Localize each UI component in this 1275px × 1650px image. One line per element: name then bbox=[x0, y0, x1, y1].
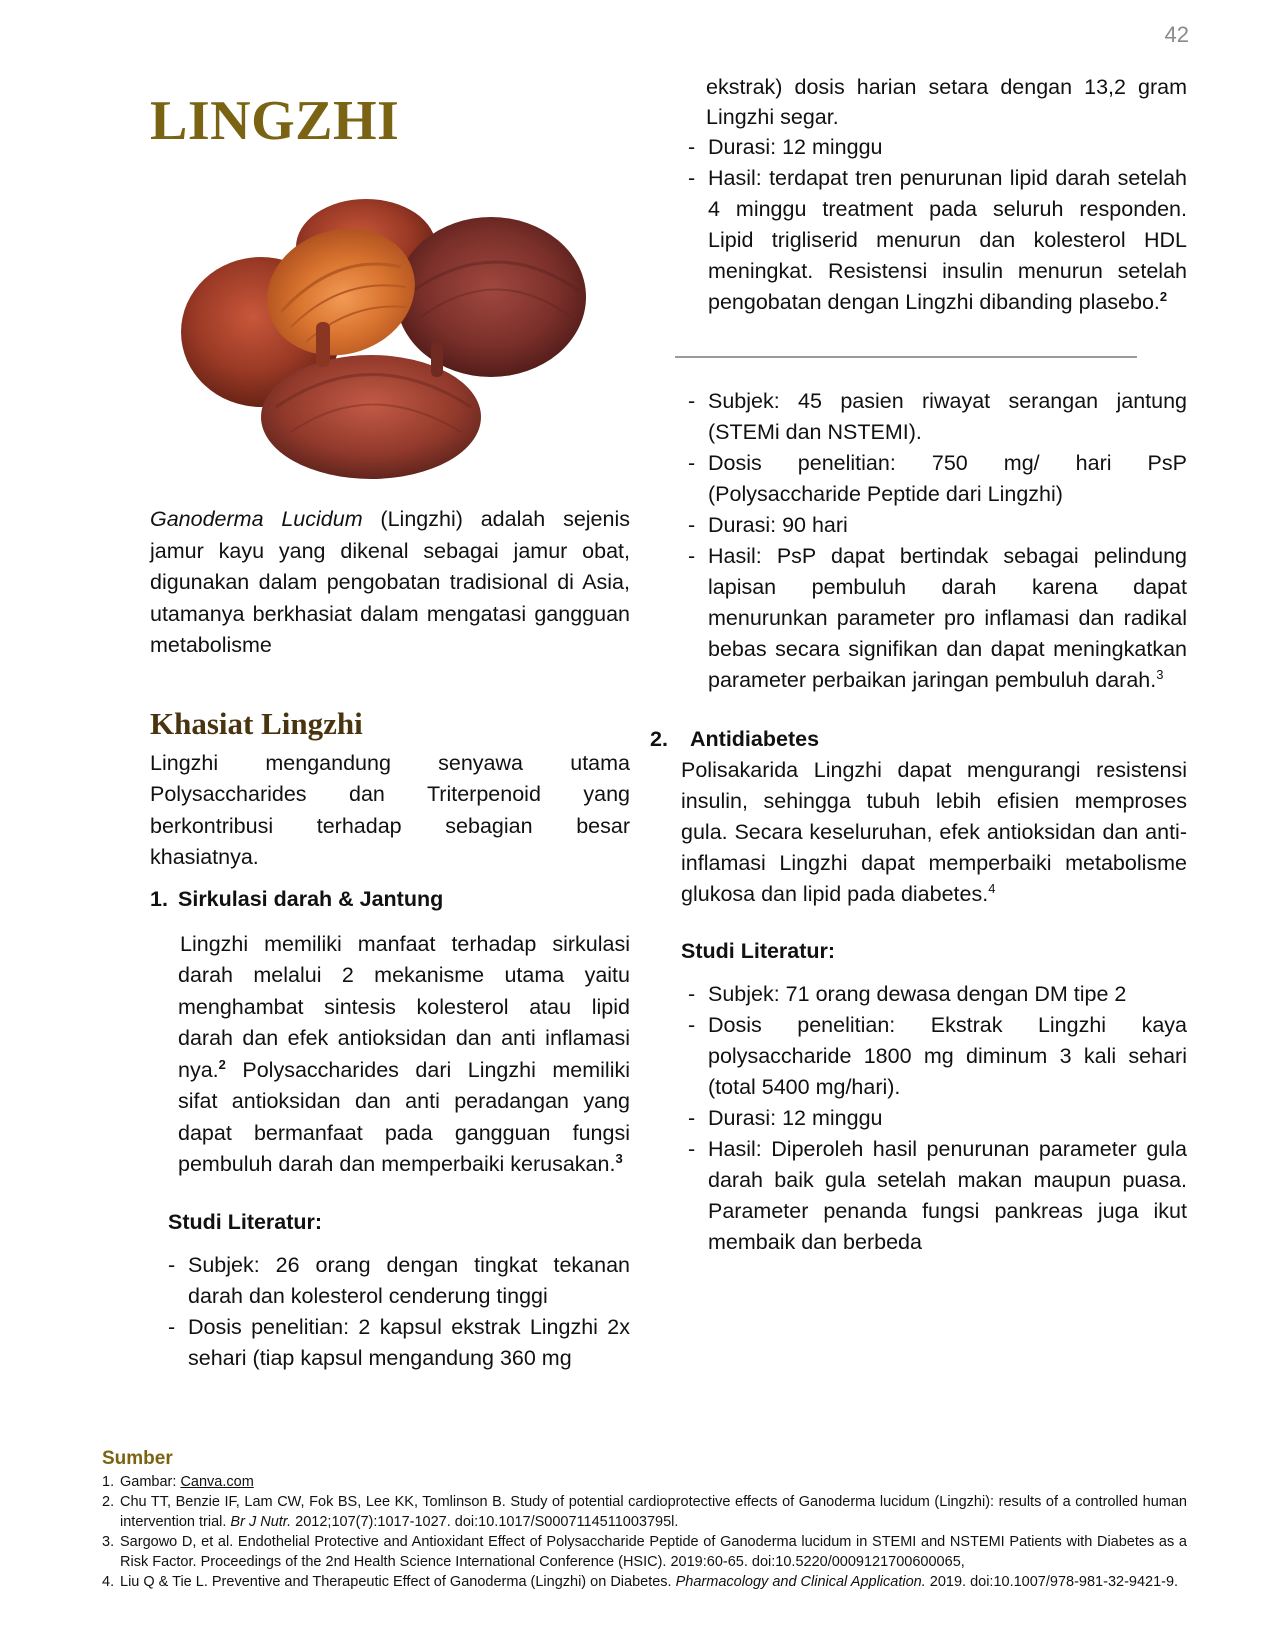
sources-section bbox=[102, 1448, 1187, 1592]
citation-sup: 4 bbox=[988, 880, 996, 896]
reference-text: Gambar: bbox=[120, 1474, 181, 1490]
reference-link[interactable]: Canva.com bbox=[180, 1474, 254, 1490]
list-item-continued: ekstrak) dosis harian setara dengan 13,2 gram Lingzhi segar. bbox=[706, 75, 1187, 129]
benefit2-heading bbox=[650, 724, 1187, 755]
benefit1-heading bbox=[150, 884, 630, 915]
study1-continued bbox=[688, 72, 1187, 132]
citation-sup: 2 bbox=[1159, 288, 1168, 304]
benefit1-study-block bbox=[150, 1207, 630, 1374]
page-number: 42 bbox=[1164, 22, 1189, 47]
study2-list bbox=[688, 386, 1187, 696]
list-item bbox=[688, 541, 1187, 696]
sources-heading: Sumber bbox=[102, 1448, 173, 1469]
reference-text: Chu TT, Benzie IF, Lam CW, Fok BS, Lee KK, Tomlinson B. Study of potential cardioprotective effects of Ganoderma lucidum (Lingzhi): results of a controlled human intervention trial. bbox=[120, 1494, 1187, 1530]
section-heading: Khasiat Lingzhi bbox=[150, 705, 363, 741]
divider bbox=[675, 356, 1137, 358]
list-item: - Subjek: 26 orang dengan tingkat tekanan darah dan kolesterol cenderung tinggi bbox=[168, 1250, 630, 1312]
list-item: - Subjek: 45 pasien riwayat serangan jantung (STEMi dan NSTEMI). bbox=[688, 386, 1187, 448]
list-item-text: Hasil: PsP dapat bertindak sebagai pelindung lapisan pembuluh darah karena dapat menurunkan parameter pro inflamasi dan radikal bebas secara signifikan dan dapat meningkatkan parameter perbaikan jaringan pembuluh darah. bbox=[708, 544, 1187, 692]
right-column bbox=[650, 72, 1187, 1258]
list-item: - Dosis penelitian: 2 kapsul ekstrak Lingzhi 2x sehari (tiap kapsul mengandung 360 mg bbox=[168, 1312, 630, 1374]
list-item: - Dosis penelitian: 750 mg/ hari PsP (Polysaccharide Peptide dari Lingzhi) bbox=[688, 448, 1187, 510]
benefit2-paragraph bbox=[681, 755, 1187, 910]
intro-text: (Lingzhi) adalah sejenis jamur kayu yang dikenal sebagai jamur obat, digunakan dalam pengobatan tradisional di Asia, utamanya berkhasiat dalam mengatasi gangguan metabolisme bbox=[150, 507, 630, 657]
list-item: - Durasi: 12 minggu bbox=[688, 132, 1187, 163]
list-item: - Subjek: 71 orang dewasa dengan DM tipe 2 bbox=[688, 979, 1187, 1010]
reference-item: 4. Liu Q & Tie L. Preventive and Therapeutic Effect of Ganoderma (Lingzhi) on Diabetes. Pharmacology and Clinical Application. 2019. doi:10.1007/978-981-32-9421-9. bbox=[102, 1574, 1179, 1590]
reference-journal: Br J Nutr. bbox=[230, 1514, 292, 1530]
page-title: LINGZHI bbox=[150, 90, 400, 152]
study1-list-left bbox=[168, 1250, 630, 1374]
latin-name: Ganoderma Lucidum bbox=[150, 507, 363, 531]
benefit1-title: Sirkulasi darah & Jantung bbox=[178, 886, 444, 911]
intro-paragraph bbox=[150, 504, 630, 662]
list-item: - Dosis penelitian: Ekstrak Lingzhi kaya polysaccharide 1800 mg diminum 3 kali sehari (total 5400 mg/hari). bbox=[688, 1010, 1187, 1103]
benefit1-number: 1. bbox=[150, 886, 168, 911]
references-list bbox=[102, 1472, 1187, 1592]
benefit2-title: Antidiabetes bbox=[690, 727, 820, 751]
citation-sup: 3 bbox=[1156, 666, 1164, 682]
list-item-text: Hasil: terdapat tren penurunan lipid darah setelah 4 minggu treatment pada seluruh responden. Lipid trigliserid menurun dan kolesterol HDL meningkat. Resistensi insulin menurun setelah pengobatan dengan Lingzhi dibanding plasebo. bbox=[708, 166, 1187, 314]
benefit1-text-2: Polysaccharides dari Lingzhi memiliki sifat antioksidan dan anti peradangan yang dapat bermanfaat pada gangguan fungsi pembuluh darah dan memperbaiki kerusakan. bbox=[178, 1057, 630, 1176]
benefit1-body bbox=[150, 929, 630, 1181]
citation-sup: 2 bbox=[218, 1056, 226, 1072]
reference-text: Liu Q & Tie L. Preventive and Therapeutic Effect of Ganoderma (Lingzhi) on Diabetes. bbox=[120, 1574, 676, 1590]
reference-item: 2. Chu TT, Benzie IF, Lam CW, Fok BS, Lee KK, Tomlinson B. Study of potential cardioprotective effects of Ganoderma lucidum (Lingzhi): results of a controlled human intervention trial. Br J Nutr. 2012;107(7):1017-1027. doi:10.1017/S0007114511003795l. bbox=[102, 1494, 1187, 1530]
benefit2-study-list bbox=[688, 979, 1187, 1258]
reference-item: 1. Gambar: Canva.com bbox=[102, 1474, 254, 1490]
reference-text: 2019. doi:10.1007/978-981-32-9421-9. bbox=[925, 1574, 1179, 1590]
list-item bbox=[688, 163, 1187, 318]
list-item: - Durasi: 90 hari bbox=[688, 510, 1187, 541]
citation-sup: 3 bbox=[615, 1150, 623, 1166]
list-item: - Hasil: Diperoleh hasil penurunan parameter gula darah baik gula setelah makan maupun puasa. Parameter penanda fungsi pankreas juga ikut membaik dan berbeda bbox=[688, 1134, 1187, 1258]
section-lead: Lingzhi mengandung senyawa utama Polysaccharides dan Triterpenoid yang berkontribusi terhadap sebagian besar khasiatnya. bbox=[150, 750, 630, 869]
benefit2-number: 2. bbox=[650, 727, 668, 751]
left-column bbox=[150, 90, 630, 1374]
benefit1-paragraph bbox=[178, 929, 630, 1181]
study-title: Studi Literatur: bbox=[681, 939, 836, 963]
benefit1-text-1: Lingzhi memiliki manfaat terhadap sirkulasi darah melalui 2 mekanisme utama yaitu menghambat sintesis kolesterol atau lipid darah dan efek antioksidan dan anti inflamasi nya. bbox=[178, 931, 630, 1082]
benefit2-text: Polisakarida Lingzhi dapat mengurangi resistensi insulin, sehingga tubuh lebih efisien memproses gula. Secara keseluruhan, efek antioksidan dan anti-inflamasi Lingzhi dapat memperbaiki metabolisme glukosa dan lipid pada diabetes. bbox=[681, 758, 1187, 906]
list-item: - Durasi: 12 minggu bbox=[688, 1103, 1187, 1134]
study1-list-right bbox=[688, 132, 1187, 318]
reference-journal: Pharmacology and Clinical Application. bbox=[675, 1574, 926, 1590]
reference-text: Sargowo D, et al. Endothelial Protective and Antioxidant Effect of Polysaccharide Peptide of Ganoderma lucidum in STEMI and NSTEMI Patients with Diabetes as a Risk Factor. Proceedings of the 2nd Health Science International Conference (HSIC). 2019:60-65. doi:10.5220/0009121700600065, bbox=[120, 1534, 1187, 1570]
lingzhi-mushroom-image bbox=[166, 192, 596, 482]
reference-text: 2012;107(7):1017-1027. doi:10.1017/S0007114511003795l. bbox=[291, 1514, 679, 1530]
study-title: Studi Literatur: bbox=[168, 1209, 323, 1234]
reference-item: 3. Sargowo D, et al. Endothelial Protective and Antioxidant Effect of Polysaccharide Peptide of Ganoderma lucidum in STEMI and NSTEMI Patients with Diabetes as a Risk Factor. Proceedings of the 2nd Health Science International Conference (HSIC). 2019:60-65. doi:10.5220/0009121700600065, bbox=[102, 1534, 1187, 1570]
